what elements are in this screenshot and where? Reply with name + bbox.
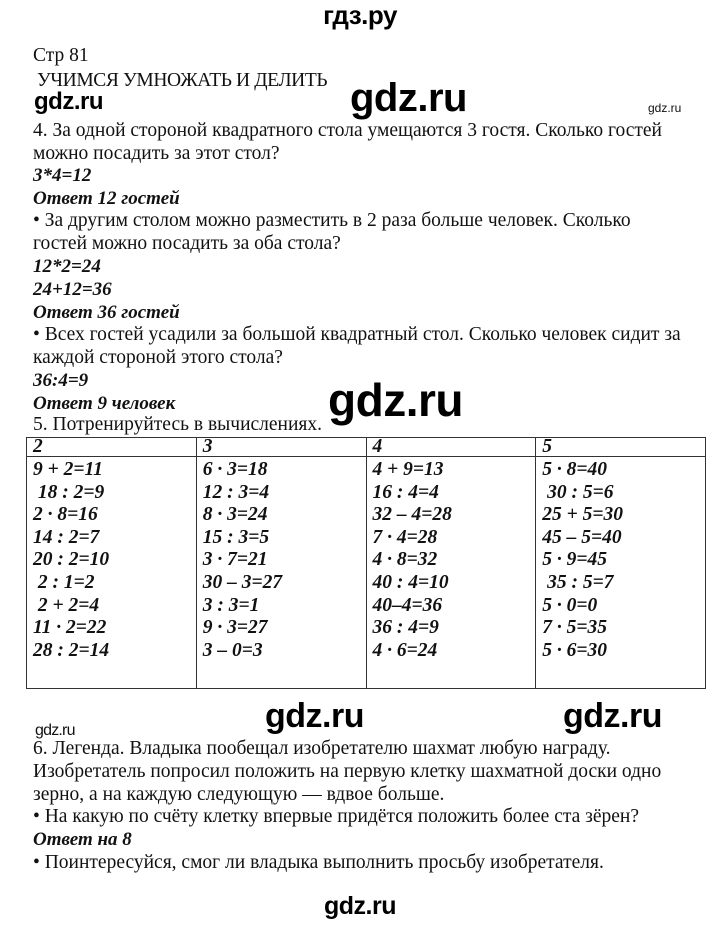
calc-entry: 3 – 0=3 <box>202 639 263 661</box>
calc-entry: 5 · 0=0 <box>542 594 598 616</box>
page-label: Стр 81 <box>33 45 89 66</box>
calculations-table <box>26 437 706 689</box>
task4-calc2b: 24+12=36 <box>33 279 112 300</box>
calc-entry: 7 · 4=28 <box>372 526 438 548</box>
site-header-title[interactable]: гдз.ру <box>323 0 397 30</box>
calc-entry: 2 + 2=4 <box>33 594 100 616</box>
calc-entry: 35 : 5=7 <box>542 571 614 593</box>
watermark-top-right: gdz.ru <box>648 101 682 115</box>
column-3-cell <box>196 457 366 689</box>
task6-answer: Ответ на 8 <box>33 829 132 850</box>
calc-entry: 40–4=36 <box>372 594 443 616</box>
task4-calc2a: 12*2=24 <box>33 256 101 277</box>
calc-entry: 18 : 2=9 <box>33 481 105 503</box>
calc-entry: 40 : 4=10 <box>372 571 449 593</box>
calc-entry: 11 · 2=22 <box>33 617 107 639</box>
task6-line3: зерно, а на каждую следующую — вдвое больше. <box>33 784 445 805</box>
calc-entry: 12 : 3=4 <box>202 481 270 503</box>
task4-question3-line2: каждой стороной этого стола? <box>33 347 283 368</box>
task4-question-line2: можно посадить за этот стол? <box>33 143 280 164</box>
calc-entry: 5 · 9=45 <box>542 549 607 571</box>
watermark-top-left: gdz.ru <box>34 88 103 115</box>
calc-entry: 4 + 9=13 <box>372 459 444 480</box>
task4-question2-line2: гостей можно посадить за оба стола? <box>33 233 341 254</box>
calc-entry: 5 · 6=30 <box>542 639 607 661</box>
calc-entry: 9 · 3=27 <box>202 617 268 639</box>
column-5-cell <box>536 457 706 689</box>
task4-calc3: 36:4=9 <box>33 370 89 391</box>
calc-entry: 5 · 8=40 <box>542 459 607 480</box>
watermark-top-center: gdz.ru <box>350 76 467 120</box>
column-header-3: 3 <box>196 438 366 457</box>
task4-question-line1: 4. За одной стороной квадратного стола умещаются 3 гостя. Сколько гостей <box>33 120 662 141</box>
calc-entry: 36 : 4=9 <box>372 617 439 639</box>
column-header-5: 5 <box>536 438 706 457</box>
task4-answer3: Ответ 9 человек <box>33 393 176 414</box>
task6-line1: 6. Легенда. Владыка пообещал изобретателю шахмат любую награду. <box>33 738 611 759</box>
column-header-4: 4 <box>366 438 536 457</box>
task4-answer1: Ответ 12 гостей <box>33 188 180 209</box>
task4-answer2: Ответ 36 гостей <box>33 302 180 323</box>
calc-entry: 4 · 6=24 <box>372 639 438 661</box>
calc-entry: 30 : 5=6 <box>542 481 614 503</box>
calc-entry: 14 : 2=7 <box>33 526 100 548</box>
watermark-lower-center: gdz.ru <box>265 697 364 735</box>
calc-entry: 4 · 8=32 <box>372 549 438 571</box>
calc-entry: 28 : 2=14 <box>33 639 110 661</box>
watermark-lower-right: gdz.ru <box>563 697 662 735</box>
task4-question2-line1: • За другим столом можно разместить в 2 раза больше человек. Сколько <box>33 210 631 231</box>
calc-entry: 16 : 4=4 <box>372 481 439 503</box>
calc-entry: 2 : 1=2 <box>33 571 95 593</box>
calc-entry: 15 : 3=5 <box>202 526 270 548</box>
table-header-row <box>27 438 706 457</box>
calc-entry: 2 · 8=16 <box>33 504 98 526</box>
table-body-row <box>27 457 706 689</box>
calc-entry: 3 · 7=21 <box>202 549 268 571</box>
calc-entry: 30 – 3=27 <box>202 571 283 593</box>
calc-entry: 8 · 3=24 <box>202 504 268 526</box>
column-header-2: 2 <box>27 438 197 457</box>
section-title: УЧИМСЯ УМНОЖАТЬ И ДЕЛИТЬ <box>37 70 328 91</box>
calc-entry: 20 : 2=10 <box>33 549 110 571</box>
column-2-cell <box>27 457 197 689</box>
calc-entry: 9 + 2=11 <box>33 459 103 480</box>
watermark-middle: gdz.ru <box>328 374 463 426</box>
watermark-footer: gdz.ru <box>324 892 396 920</box>
calc-entry: 25 + 5=30 <box>542 504 623 526</box>
calc-entry: 3 : 3=1 <box>202 594 260 616</box>
task6-followup: • Поинтересуйся, смог ли владыка выполнить просьбу изобретателя. <box>33 852 604 873</box>
task6-question: • На какую по счёту клетку впервые придётся положить более ста зёрен? <box>33 806 640 827</box>
task5-title: 5. Потренируйтесь в вычислениях. <box>33 414 323 435</box>
task6-line2: Изобретатель попросил положить на первую клетку шахматной доски одно <box>33 761 662 782</box>
calc-entry: 6 · 3=18 <box>202 459 268 480</box>
calc-entry: 32 – 4=28 <box>372 504 452 526</box>
column-4-cell <box>366 457 536 689</box>
calc-entry: 45 – 5=40 <box>542 526 622 548</box>
calc-entry: 7 · 5=35 <box>542 617 607 639</box>
task4-calc1: 3*4=12 <box>33 165 92 186</box>
task4-question3-line1: • Всех гостей усадили за большой квадратный стол. Сколько человек сидит за <box>33 324 681 345</box>
watermark-lower-left-small: gdz.ru <box>35 722 75 739</box>
